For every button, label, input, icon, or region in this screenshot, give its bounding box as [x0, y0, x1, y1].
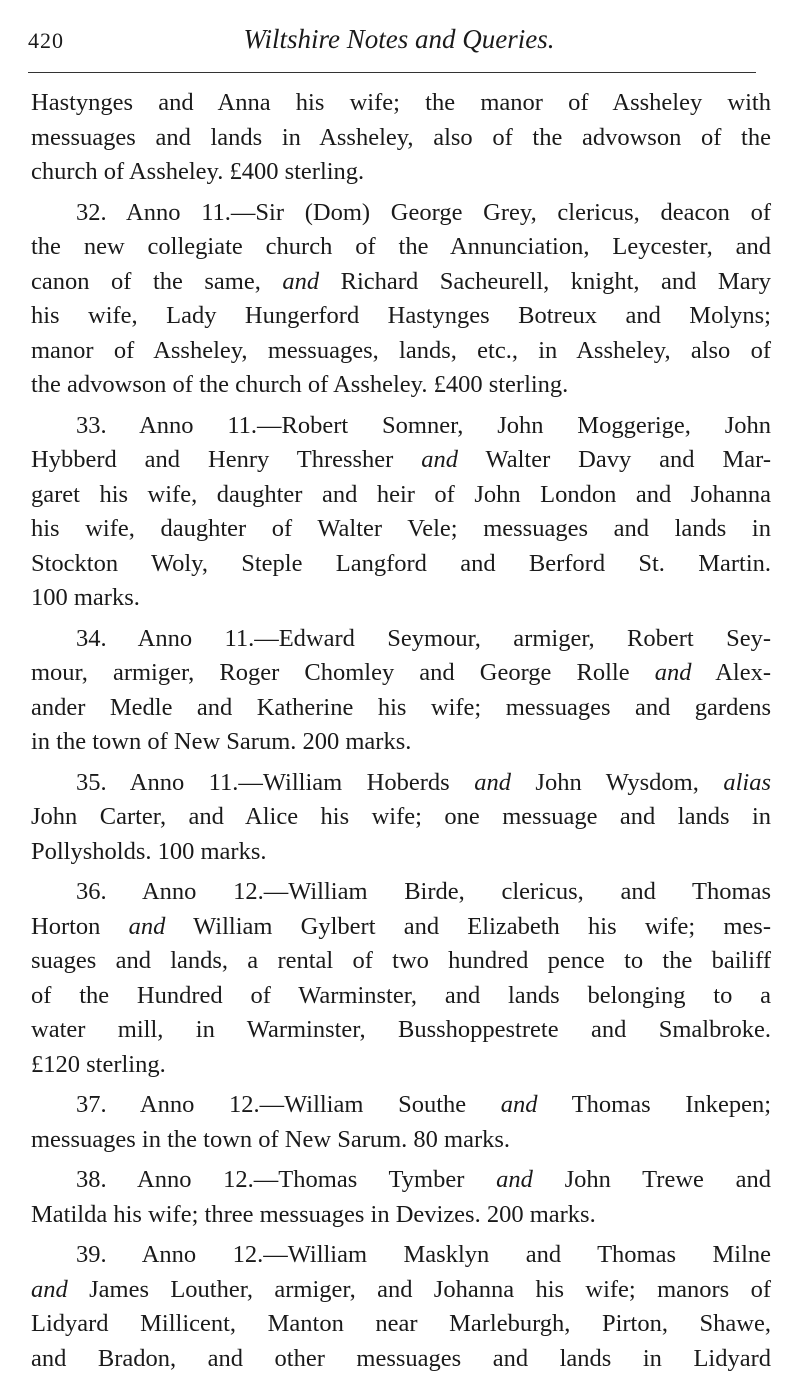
text-line: garet his wife, daughter and heir of John London and Johanna — [31, 480, 771, 508]
text-line: Matilda his wife; three messuages in Devizes. 200 marks. — [31, 1200, 596, 1228]
entry-paragraph — [31, 1163, 771, 1232]
entry-paragraph — [31, 196, 771, 403]
text-line: suages and lands, a rental of two hundred pence to the bailiff — [31, 947, 771, 974]
text-line: canon of the same, and Richard Sacheurell, knight, and Mary — [31, 267, 771, 295]
entry-paragraph — [31, 766, 771, 870]
text-line: his wife, Lady Hungerford Hastynges Botreux and Molyns; — [31, 302, 771, 329]
header-rule — [28, 72, 756, 73]
text-line: Stockton Woly, Steple Langford and Berford St. Martin. — [31, 549, 771, 577]
text-line: ander Medle and Katherine his wife; messuages and gardens — [31, 693, 771, 721]
text-line: 37. Anno 12.—William Southe and Thomas Inkepen; — [76, 1091, 771, 1118]
entry-paragraph — [31, 1238, 771, 1376]
text-line: 34. Anno 11.—Edward Seymour, armiger, Robert Sey- — [76, 624, 771, 652]
text-line: manor of Assheley, messuages, lands, etc., in Assheley, also of — [31, 336, 771, 364]
text-line: the new collegiate church of the Annunciation, Leycester, and — [31, 233, 771, 260]
entry-paragraph — [31, 875, 771, 1082]
text-line: his wife, daughter of Walter Vele; messuages and lands in — [31, 515, 771, 542]
text-line: 39. Anno 12.—William Masklyn and Thomas Milne — [76, 1241, 771, 1268]
text-line: John Carter, and Alice his wife; one messuage and lands in — [31, 803, 771, 830]
text-line: 36. Anno 12.—William Birde, clericus, and Thomas — [76, 878, 771, 905]
text-line: Hastynges and Anna his wife; the manor of Assheley with — [31, 89, 771, 116]
text-line: of the Hundred of Warminster, and lands belonging to a — [31, 981, 771, 1009]
entry-paragraph — [31, 409, 771, 616]
text-line: messuages in the town of New Sarum. 80 marks. — [31, 1125, 511, 1153]
entry-paragraph — [31, 1088, 771, 1157]
text-line: 32. Anno 11.—Sir (Dom) George Grey, clericus, deacon of — [76, 198, 771, 226]
text-line: water mill, in Warminster, Busshoppestrete and Smalbroke. — [31, 1016, 771, 1043]
page-header — [28, 22, 770, 62]
text-line: 33. Anno 11.—Robert Somner, John Moggerige, John — [76, 411, 771, 439]
text-line: Lidyard Millicent, Manton near Marleburgh, Pirton, Shawe, — [31, 1310, 771, 1337]
text-line: and James Louther, armiger, and Johanna his wife; manors of — [31, 1275, 771, 1303]
text-line: 38. Anno 12.—Thomas Tymber and John Trewe and — [76, 1166, 771, 1193]
text-line: Hybberd and Henry Thressher and Walter Davy and Mar- — [31, 446, 771, 473]
page-body — [31, 86, 771, 1382]
text-line: mour, armiger, Roger Chomley and George Rolle and Alex- — [31, 659, 772, 686]
text-line: Pollysholds. 100 marks. — [31, 837, 267, 865]
text-line: £120 sterling. — [31, 1050, 166, 1078]
text-line: messuages and lands in Assheley, also of the advowson of the — [31, 123, 771, 151]
text-line: Horton and William Gylbert and Elizabeth his wife; mes- — [31, 912, 771, 940]
running-title: Wiltshire Notes and Queries. — [243, 24, 555, 54]
entry-paragraph — [31, 622, 771, 760]
page-number: 420 — [28, 28, 64, 53]
continued-paragraph — [31, 86, 771, 190]
text-line: and Bradon, and other messuages and lands in Lidyard — [31, 1344, 771, 1372]
text-line: the advowson of the church of Assheley. £400 sterling. — [31, 371, 569, 398]
text-line: 35. Anno 11.—William Hoberds and John Wysdom, alias — [76, 768, 772, 796]
text-line: in the town of New Sarum. 200 marks. — [31, 728, 412, 755]
text-line: 100 marks. — [31, 584, 140, 611]
text-line: church of Assheley. £400 sterling. — [31, 158, 365, 185]
